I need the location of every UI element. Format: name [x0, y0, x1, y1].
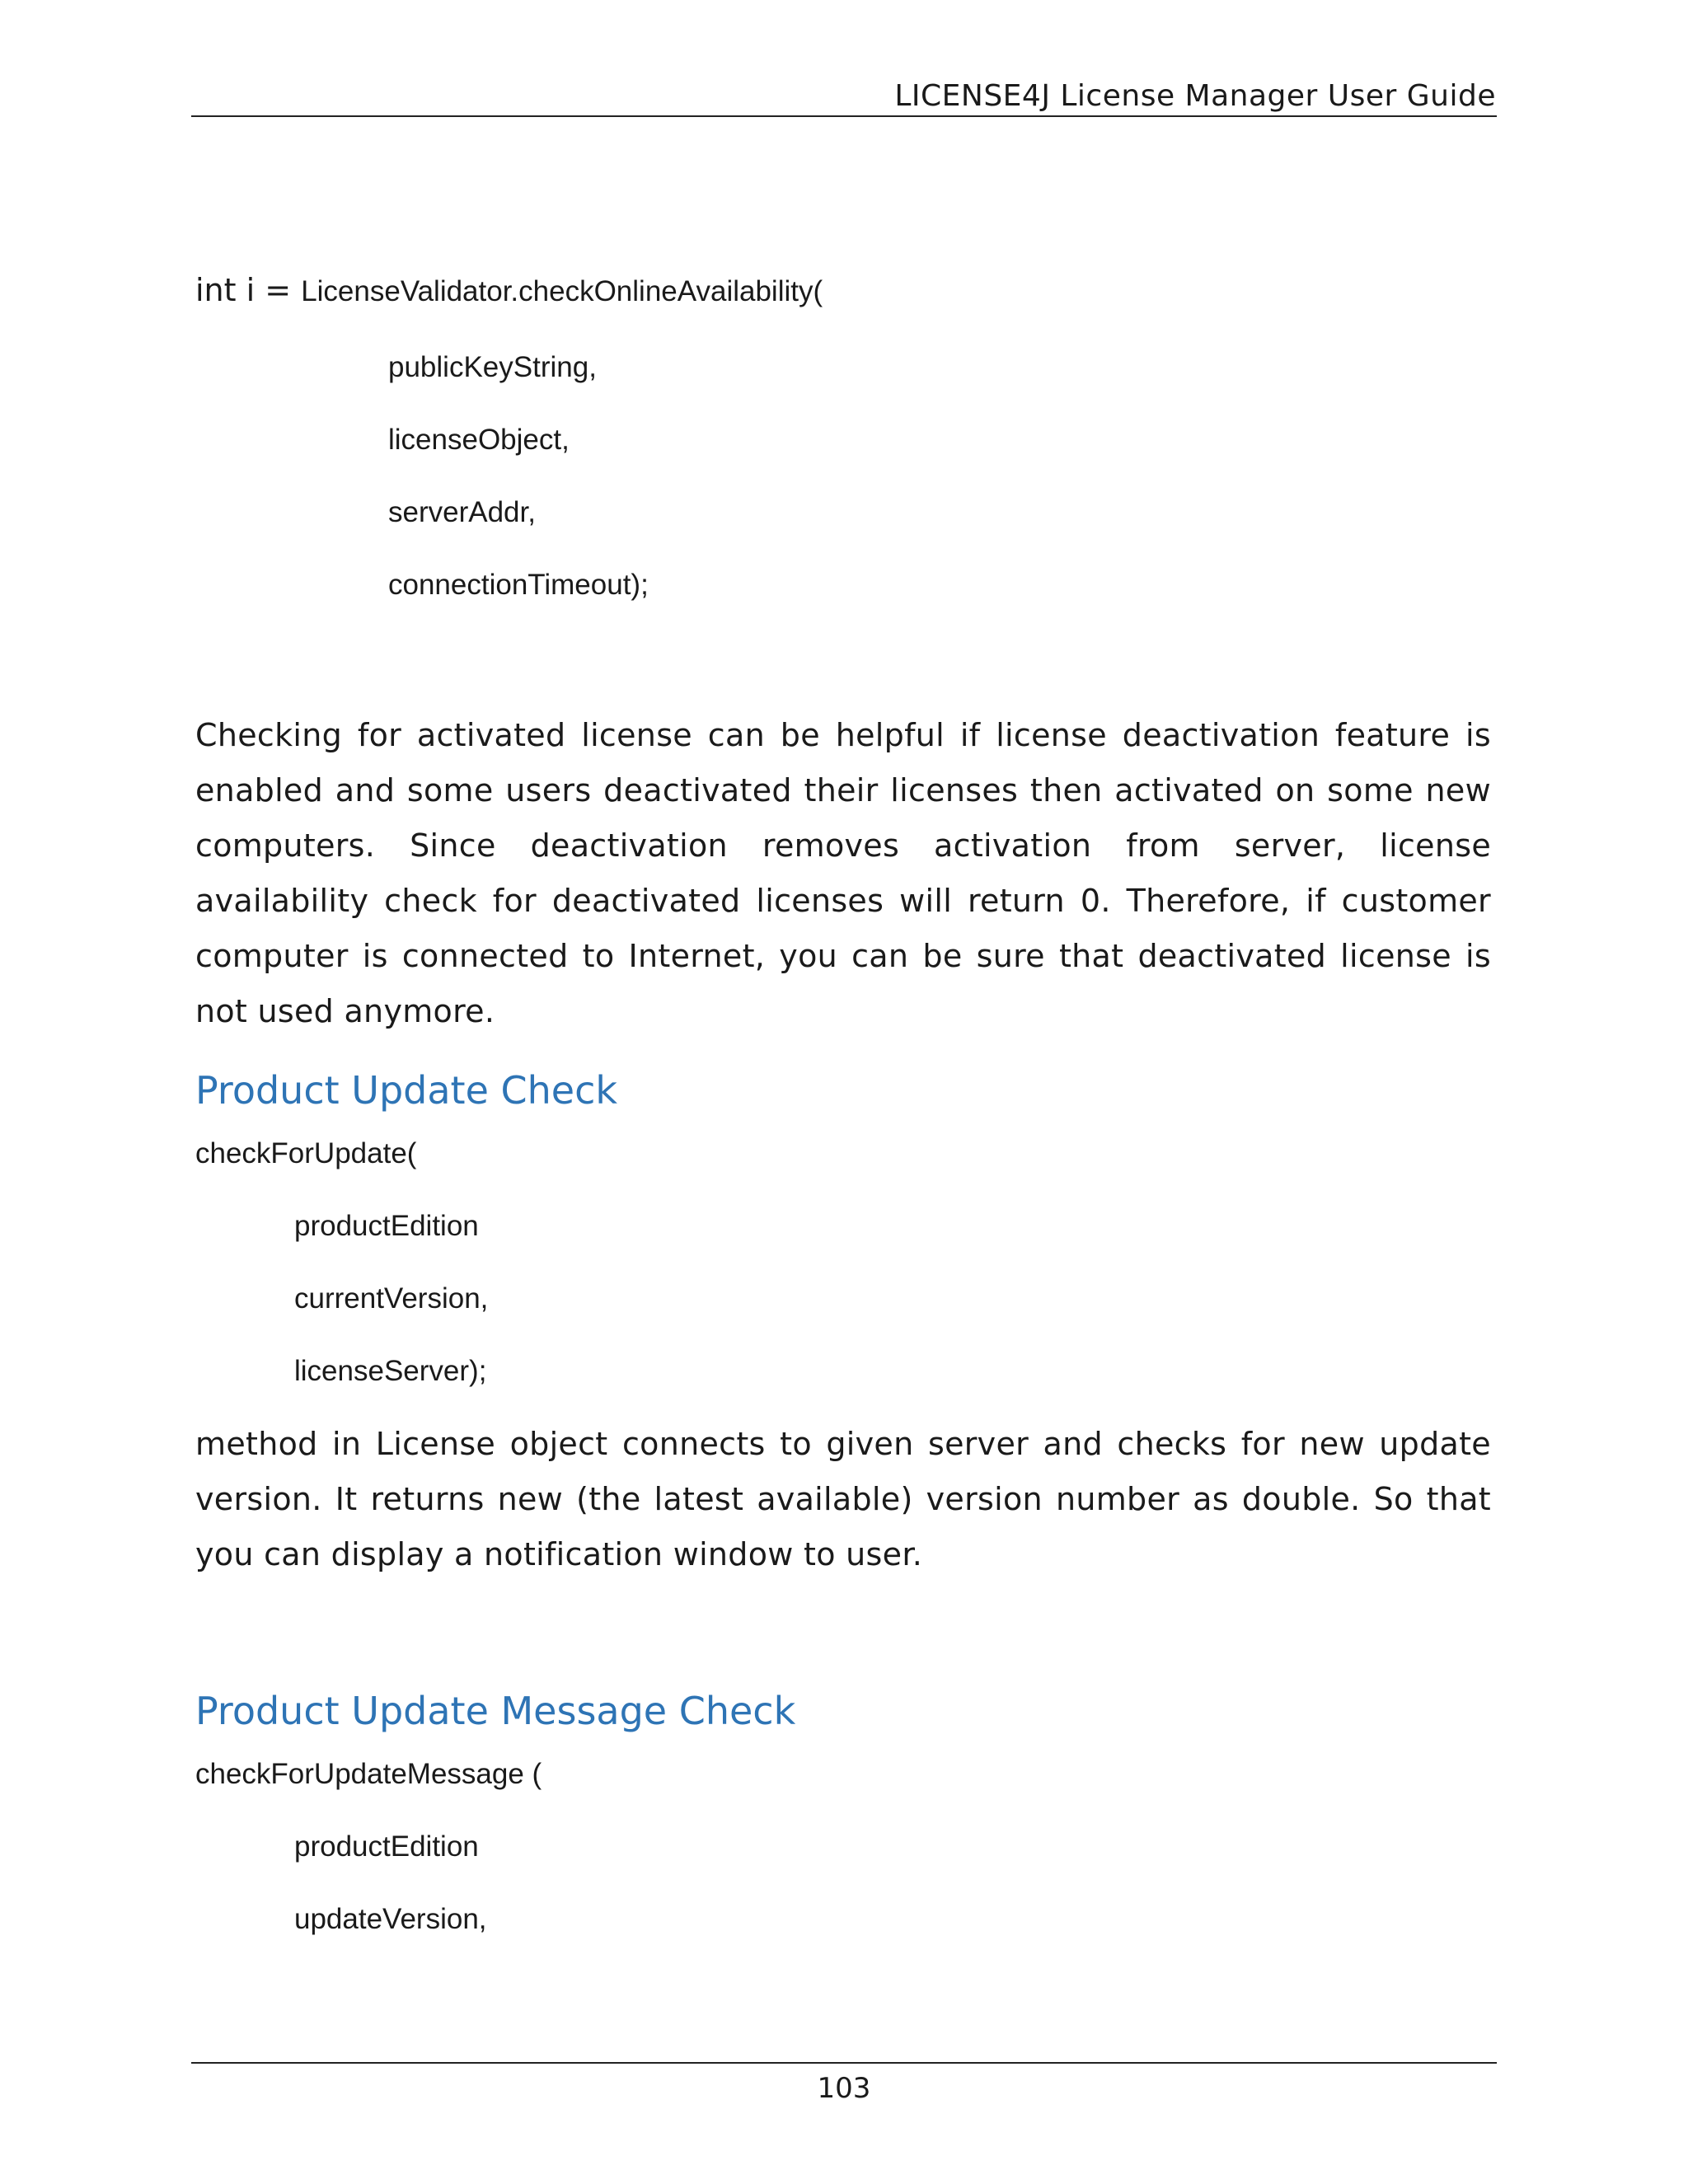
code-arg: productEdition: [294, 1210, 479, 1242]
code-arg: serverAddr,: [388, 496, 536, 528]
section-description: method in License object connects to given server and checks for new update version. It returns new (the latest available) version number as double. So that you can display a notification window to user.: [195, 1426, 1491, 1572]
running-header: LICENSE4J License Manager User Guide: [894, 79, 1496, 113]
section-heading: Product Update Check: [195, 1068, 617, 1113]
header-rule: [191, 115, 1497, 117]
code-arg: connectionTimeout);: [388, 569, 649, 601]
code-arg: licenseObject,: [388, 424, 570, 456]
code-call: LicenseValidator.checkOnlineAvailability(: [301, 275, 823, 307]
code-lead: int i =: [195, 272, 302, 308]
code-arg: publicKeyString,: [388, 351, 597, 383]
code-arg: updateVersion,: [294, 1903, 487, 1935]
code-arg: productEdition: [294, 1830, 479, 1863]
code-call: checkForUpdateMessage (: [195, 1758, 542, 1790]
page-number: 103: [817, 2072, 871, 2105]
code-line-call: [195, 272, 823, 308]
section-heading: Product Update Message Check: [195, 1689, 796, 1733]
body-paragraph: Checking for activated license can be helpful if license deactivation feature is enabled and some users deactivated their licenses then activated on some new computers. Since deactivation removes activation from server, license availability check for deactivated licenses will return 0. Therefore, if customer computer is connected to Internet, you can be sure that deactivated license is not used anymore.: [195, 717, 1491, 1029]
code-call: checkForUpdate(: [195, 1137, 417, 1169]
footer-rule: [191, 2062, 1497, 2064]
code-arg: currentVersion,: [294, 1282, 489, 1315]
code-arg: licenseServer);: [294, 1355, 487, 1387]
